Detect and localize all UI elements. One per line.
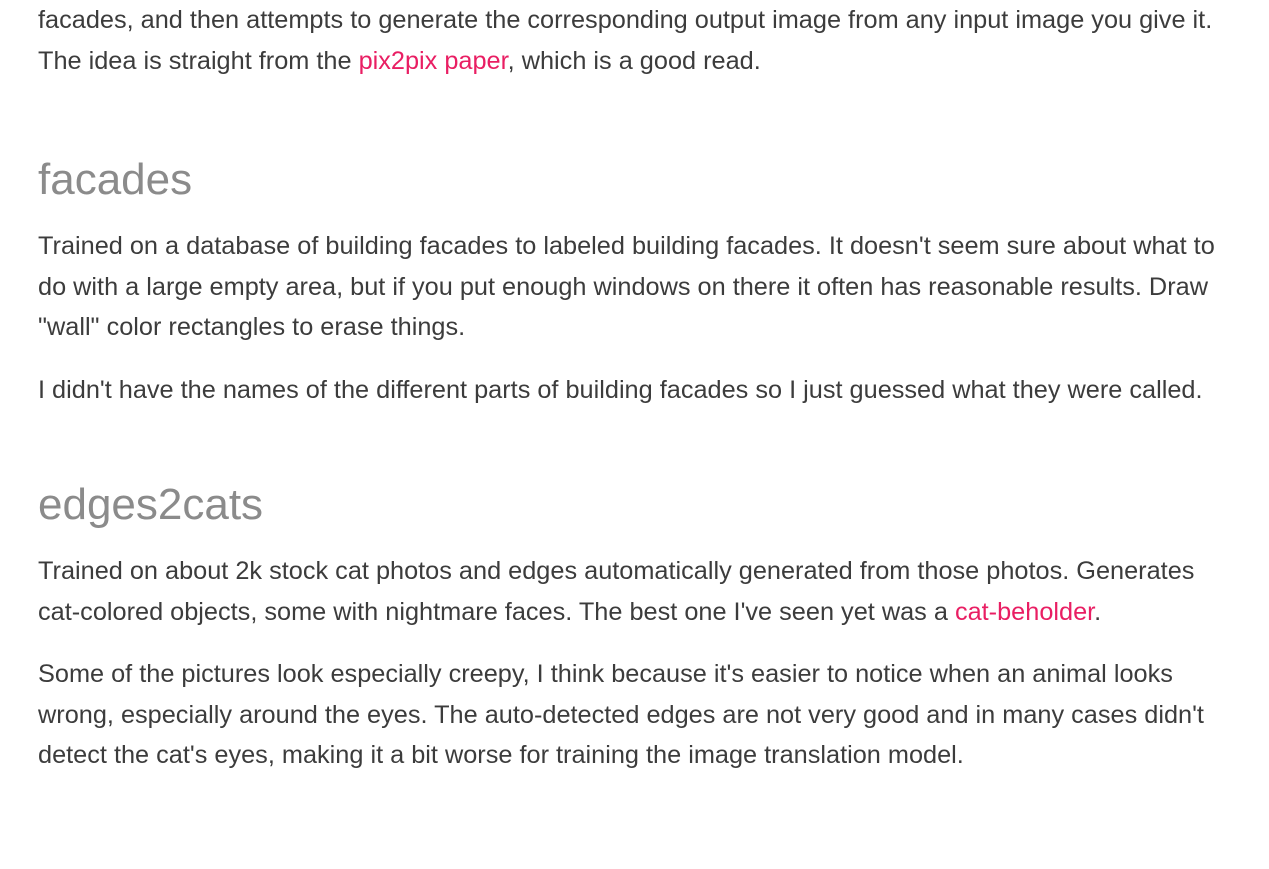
edges2cats-paragraph-1 [38,551,1238,632]
cat-beholder-link[interactable]: cat-beholder [954,597,1095,626]
edges2cats-text-before-link: Trained on about 2k stock cat photos and edges automatically generated from those photos. Generates cat-colored objects, some with nightmare faces. The best one I've seen yet was a [38,557,1195,626]
facades-paragraph-2: I didn't have the names of the different parts of building facades so I just guessed what they were called. [38,375,1203,404]
pix2pix-paper-link[interactable]: pix2pix paper [358,46,508,75]
intro-text-before-link: facades, and then attempts to generate the corresponding output image from any input image you give it. The idea is straight from the [38,6,1213,75]
edges2cats-text-after-link: . [1094,597,1102,626]
facades-heading: facades [38,155,193,204]
edges2cats-paragraph-2: Some of the pictures look especially creepy, I think because it's easier to notice when an animal looks wrong, especially around the eyes. The auto-detected edges are not very good and in many cases didn't detect the cat's eyes, making it a bit worse for training the image translation model. [38,660,1204,769]
facades-paragraph-1: Trained on a database of building facades to labeled building facades. It doesn't seem sure about what to do with a large empty area, but if you put enough windows on there it often has reasonable results. Draw "wall" color rectangles to erase things. [38,232,1215,341]
edges2cats-heading: edges2cats [38,480,264,529]
intro-paragraph [38,0,1238,81]
intro-text-after-link: , which is a good read. [507,46,761,75]
article-content [38,0,1238,776]
